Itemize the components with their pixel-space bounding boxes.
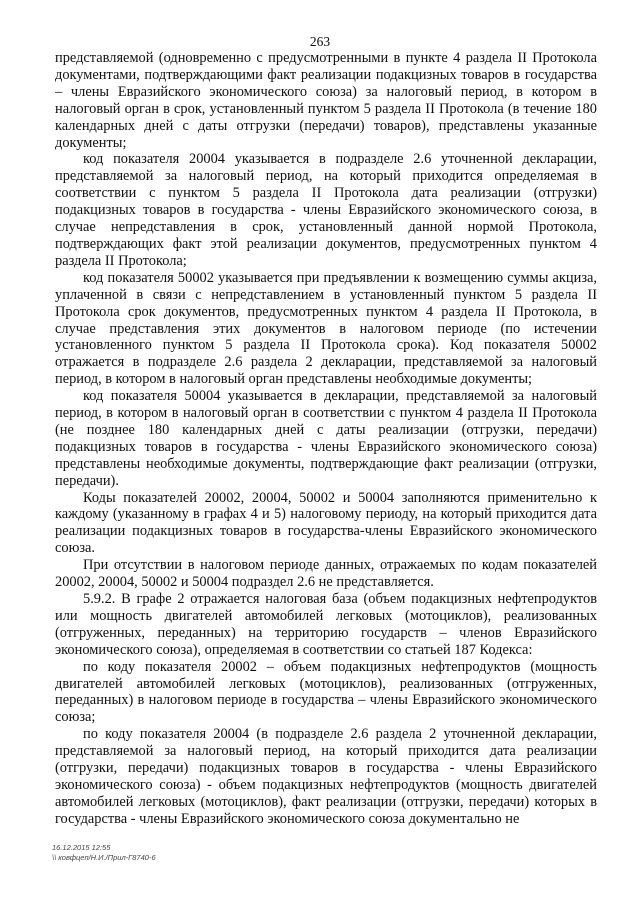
- paragraph: код показателя 50004 указывается в декларации, представляемой за налоговый период, в котором в налоговый орган в соответствии с пунктом 4 раздела II Протокола (не позднее 180 календарных дней с даты реализации (отгрузки, передачи) подакцизных товаров в государства - члены Евразийского экономического союза) представлены необходимые документы, подтверждающие факт реализации (отгрузки, передачи).: [55, 388, 597, 489]
- paragraph: Коды показателей 20002, 20004, 50002 и 50004 заполняются применительно к каждому (указанному в графах 4 и 5) налоговому периоду, на который приходится дата реализации подакцизных товаров в государства-члены Евразийского экономического союза.: [55, 489, 597, 557]
- paragraph: по коду показателя 20004 (в подразделе 2.6 раздела 2 уточненной декларации, представляемой за налоговый период, на который приходится дата реализации (отгрузки, передачи) подакцизных товаров в государства - члены Евразийского экономического союза) - объем подакцизных нефтепродуктов (мощность двигателей автомобилей легковых (мотоциклов), факт реализации (отгрузки, передачи) которых в государства - члены Евразийского экономического союза документально не: [55, 726, 597, 827]
- page-number: 263: [309, 34, 331, 49]
- paragraph: код показателя 20004 указывается в подразделе 2.6 уточненной декларации, представляемой за налоговый период, на который приходится определяемая в соответствии с пунктом 5 раздела II Протокола дата реализации (отгрузки) подакцизных товаров в государства - члены Евразийского экономического союза, в случае непредставления в срок, установленный данной нормой Протокола, подтверждающих факт этой реализации документов, предусмотренных пунктом 4 раздела II Протокола;: [55, 151, 597, 269]
- paragraph: представляемой (одновременно с предусмотренными в пункте 4 раздела II Протокола документами, подтверждающими факт реализации подакцизных товаров в государства – члены Евразийского экономического союза) за налоговый период, в котором в налоговый орган в срок, установленный пунктом 5 раздела II Протокола (в течение 180 календарных дней с даты отгрузки (передачи) товаров), представлены указанные документы;: [55, 50, 597, 151]
- paragraph: код показателя 50002 указывается при предъявлении к возмещению суммы акциза, уплаченной в связи с непредставлением в установленный пунктом 5 раздела II Протокола срок документов, предусмотренных пунктом 4 раздела II Протокола, в случае представления этих документов в налоговом периоде (по истечении установленного пунктом 5 раздела II Протокола срока). Код показателя 50002 отражается в подразделе 2.6 раздела 2 декларации, представляемой за налоговый период, в котором в налоговый орган представлены необходимые документы;: [55, 269, 597, 388]
- document-body: [55, 50, 597, 828]
- footer-file-path: \\ ковфцеп/Н.И./Прил-Г8740-6: [52, 853, 156, 862]
- footer-timestamp: 16.12.2015 12:55: [52, 843, 111, 852]
- paragraph: 5.9.2. В графе 2 отражается налоговая база (объем подакцизных нефтепродуктов или мощность двигателей автомобилей легковых (мотоциклов), реализованных (отгруженных, переданных) на территорию государств – членов Евразийского экономического союза), определяемая в соответствии со статьей 187 Кодекса:: [55, 591, 597, 658]
- document-footer: [52, 843, 156, 863]
- paragraph: При отсутствии в налоговом периоде данных, отражаемых по кодам показателей 20002, 20004, 50002 и 50004 подраздел 2.6 не представляется.: [55, 557, 597, 591]
- paragraph: по коду показателя 20002 – объем подакцизных нефтепродуктов (мощность двигателей автомобилей легковых (мотоциклов), реализованных (отгруженных, переданных) в налоговом периоде в государства – члены Евразийского экономического союза;: [55, 658, 597, 726]
